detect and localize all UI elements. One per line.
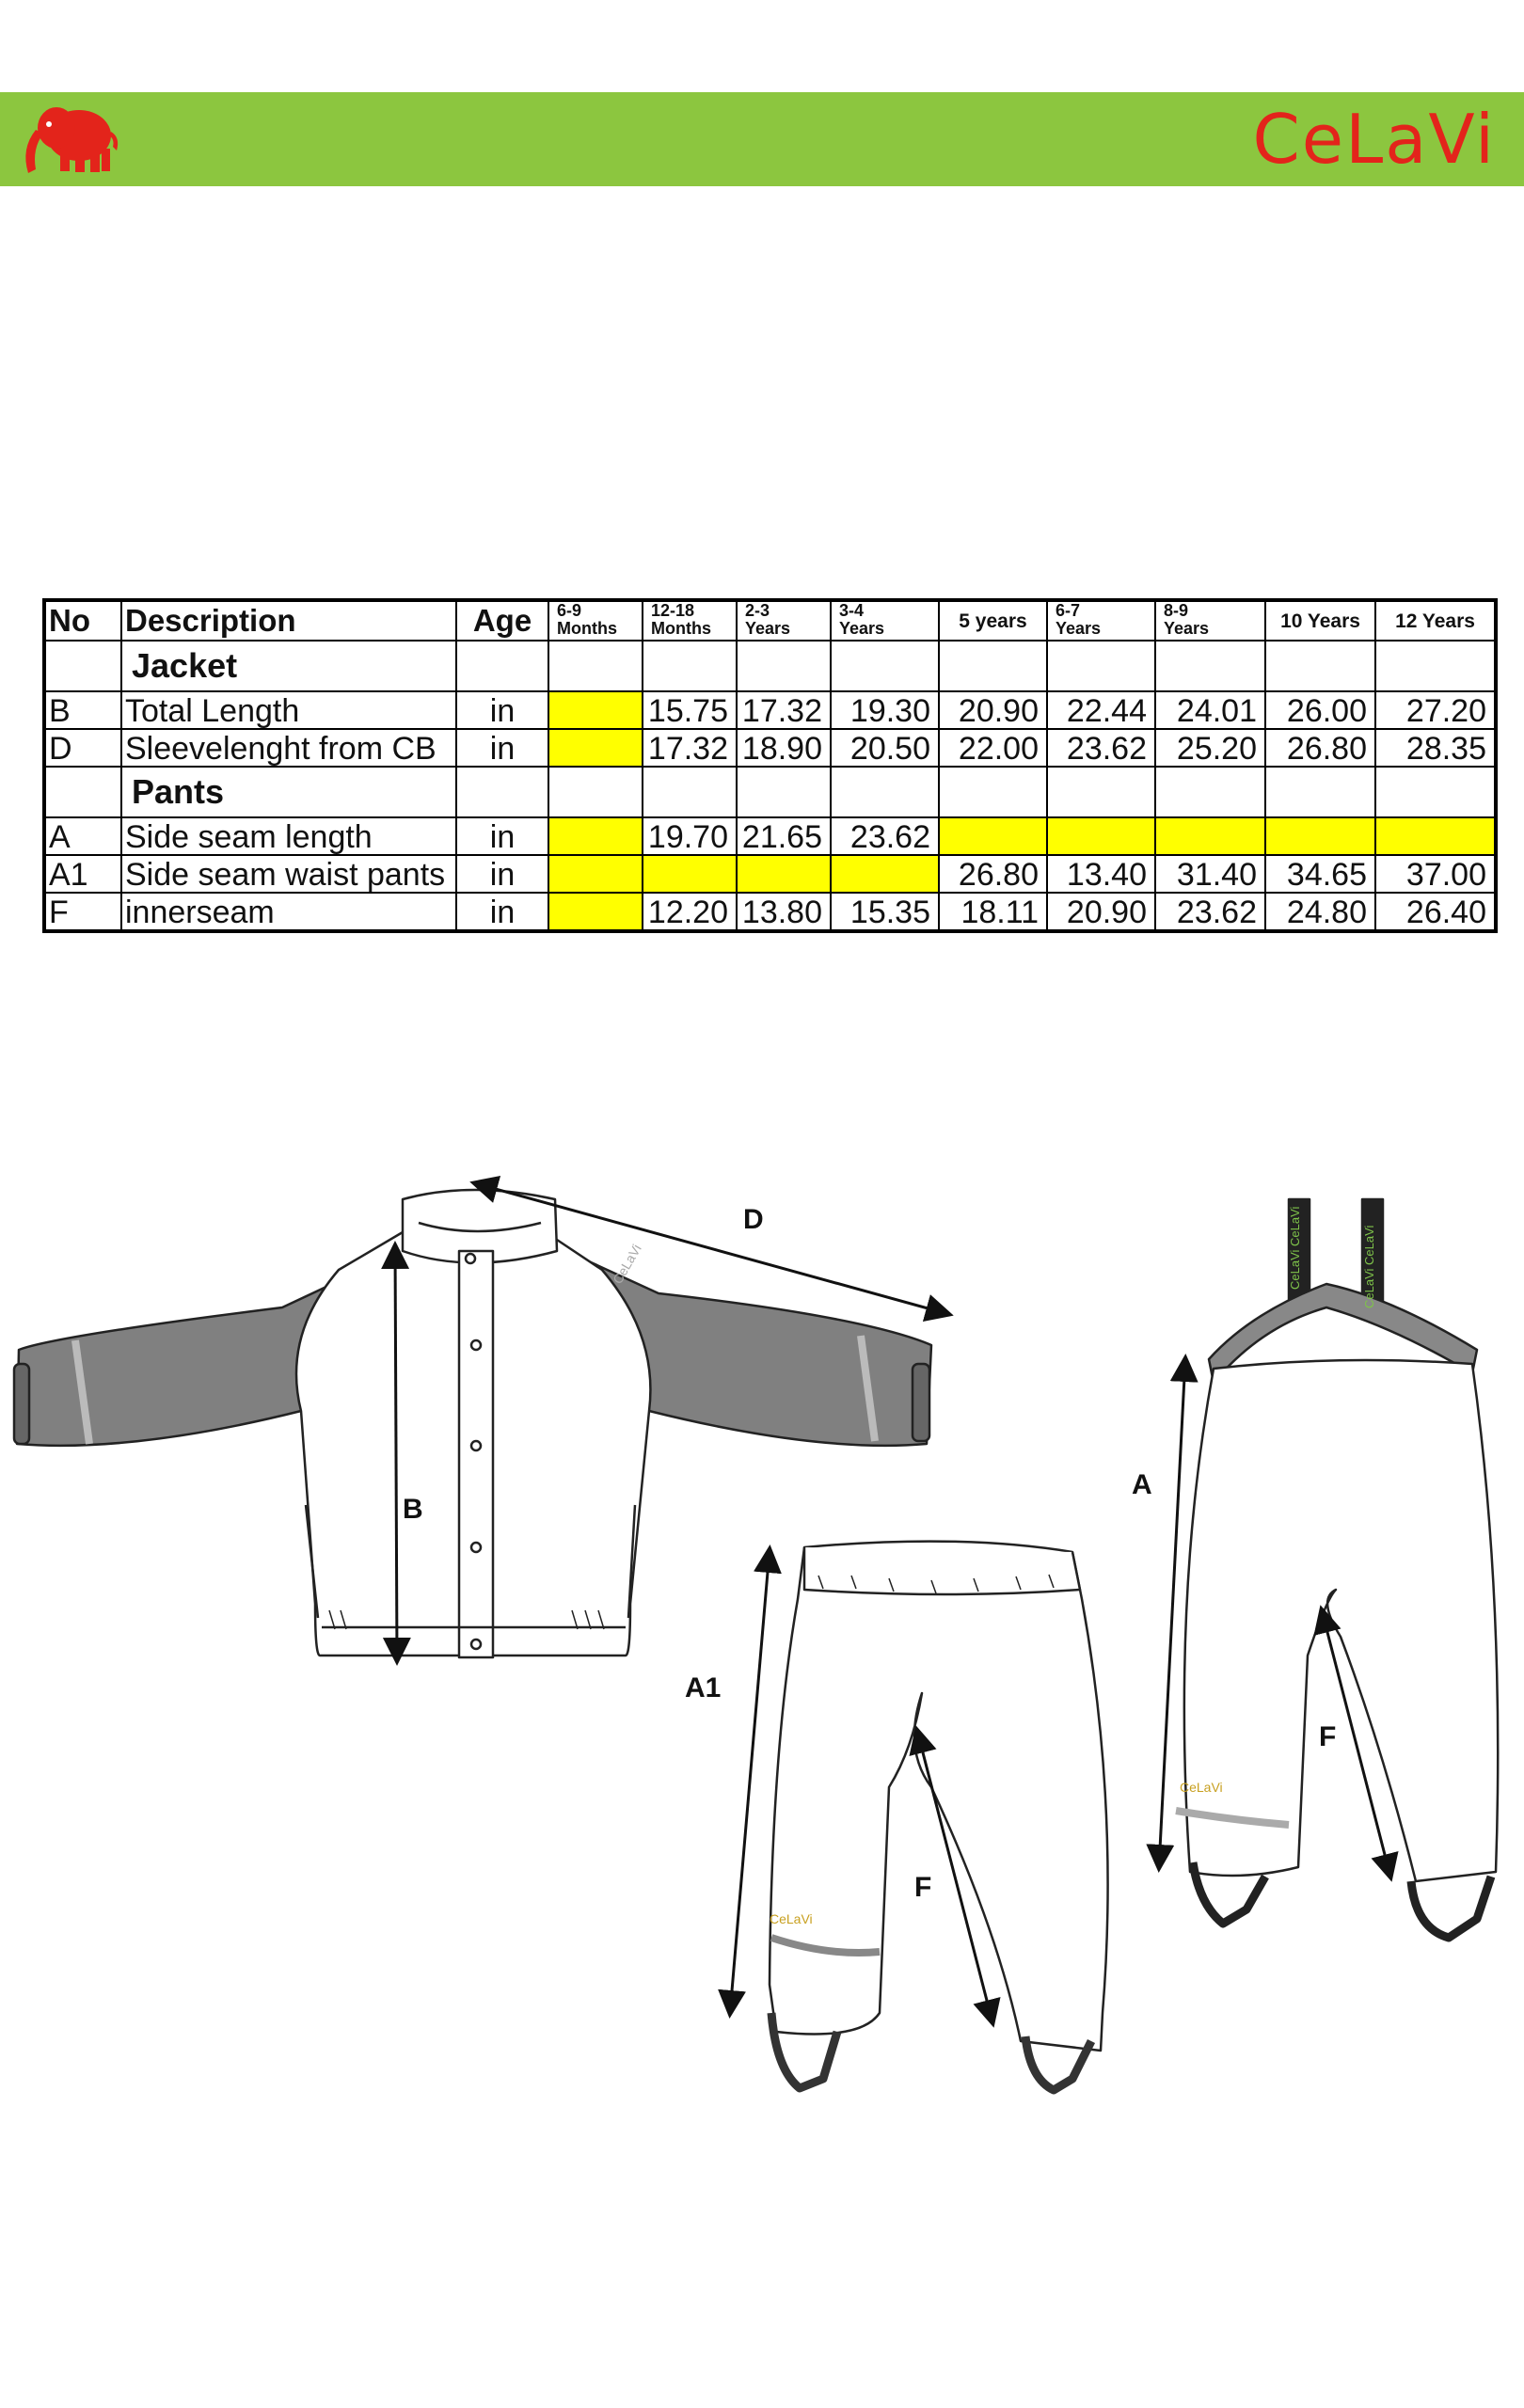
row-unit: in [456, 691, 548, 729]
row-description: Total Length [121, 691, 456, 729]
row-no: A [44, 817, 121, 855]
table-cell: 24.01 [1155, 691, 1265, 729]
header-no: No [44, 600, 121, 641]
size-10-years: 10 Years [1265, 600, 1375, 641]
section-title: Jacket [121, 641, 456, 691]
size-3-4-years: 3-4 Years [831, 600, 939, 641]
label-a1: A1 [685, 1672, 722, 1703]
size-5-years: 5 years [939, 600, 1047, 641]
brand-logo-text: CeLaVi [1252, 100, 1496, 179]
table-cell: 25.20 [1155, 729, 1265, 767]
jacket-brand-print: CeLaVi [610, 1242, 644, 1287]
table-cell: 13.80 [737, 893, 831, 931]
table-cell: 37.00 [1375, 855, 1496, 893]
size-6-9-months: 6-9 Months [548, 600, 643, 641]
table-cell: 21.65 [737, 817, 831, 855]
table-cell: 22.44 [1047, 691, 1155, 729]
table-cell: 20.50 [831, 729, 939, 767]
dimension-arrow-a1 [730, 1550, 770, 2013]
table-cell: 31.40 [1155, 855, 1265, 893]
table-cell: 12.20 [643, 893, 737, 931]
label-b: B [403, 1494, 423, 1525]
row-no: F [44, 893, 121, 931]
table-cell: 23.62 [1155, 893, 1265, 931]
table-cell: 18.11 [939, 893, 1047, 931]
table-cell: 23.62 [831, 817, 939, 855]
bib-strap-print-right: CeLaVi CeLaVi [1362, 1225, 1376, 1308]
row-unit: in [456, 729, 548, 767]
bib-brand-print: CeLaVi [1180, 1780, 1223, 1795]
table-cell: 26.40 [1375, 893, 1496, 931]
row-unit: in [456, 817, 548, 855]
size-2-3-years: 2-3 Years [737, 600, 831, 641]
table-cell: 22.00 [939, 729, 1047, 767]
table-cell: 28.35 [1375, 729, 1496, 767]
row-unit: in [456, 893, 548, 931]
row-description: Side seam length [121, 817, 456, 855]
size-6-7-years: 6-7 Years [1047, 600, 1155, 641]
table-cell: 24.80 [1265, 893, 1375, 931]
size-8-9-years: 8-9 Years [1155, 600, 1265, 641]
label-f-bib: F [1319, 1721, 1337, 1752]
table-cell: 13.40 [1047, 855, 1155, 893]
label-a: A [1132, 1469, 1152, 1500]
size-12-18-months: 12-18 Months [643, 600, 737, 641]
table-cell: 27.20 [1375, 691, 1496, 729]
row-no: D [44, 729, 121, 767]
pants-brand-print: CeLaVi [770, 1911, 813, 1926]
bib-strap-print-left: CeLaVi CeLaVi [1288, 1206, 1302, 1290]
label-d: D [743, 1204, 764, 1235]
label-f-pants: F [914, 1872, 932, 1903]
table-cell: 19.30 [831, 691, 939, 729]
size-12-years: 12 Years [1375, 600, 1496, 641]
row-description: Sleevelenght from CB [121, 729, 456, 767]
table-cell: 15.35 [831, 893, 939, 931]
table-cell: 19.70 [643, 817, 737, 855]
table-cell: 23.62 [1047, 729, 1155, 767]
bib-pants-drawing [1176, 1199, 1498, 1938]
table-cell: 20.90 [939, 691, 1047, 729]
dimension-arrow-b [395, 1246, 397, 1660]
row-description: Side seam waist pants [121, 855, 456, 893]
row-description: innerseam [121, 893, 456, 931]
table-cell: 18.90 [737, 729, 831, 767]
table-cell: 17.32 [737, 691, 831, 729]
header-age: Age [456, 600, 548, 641]
table-cell: 26.80 [1265, 729, 1375, 767]
section-title: Pants [121, 767, 456, 817]
table-cell: 26.00 [1265, 691, 1375, 729]
table-cell: 26.80 [939, 855, 1047, 893]
jacket-drawing [14, 1190, 931, 1657]
table-cell: 17.32 [643, 729, 737, 767]
table-cell: 15.75 [643, 691, 737, 729]
row-no: A1 [44, 855, 121, 893]
header-description: Description [121, 600, 456, 641]
row-unit: in [456, 855, 548, 893]
row-no: B [44, 691, 121, 729]
table-cell: 20.90 [1047, 893, 1155, 931]
table-cell: 34.65 [1265, 855, 1375, 893]
